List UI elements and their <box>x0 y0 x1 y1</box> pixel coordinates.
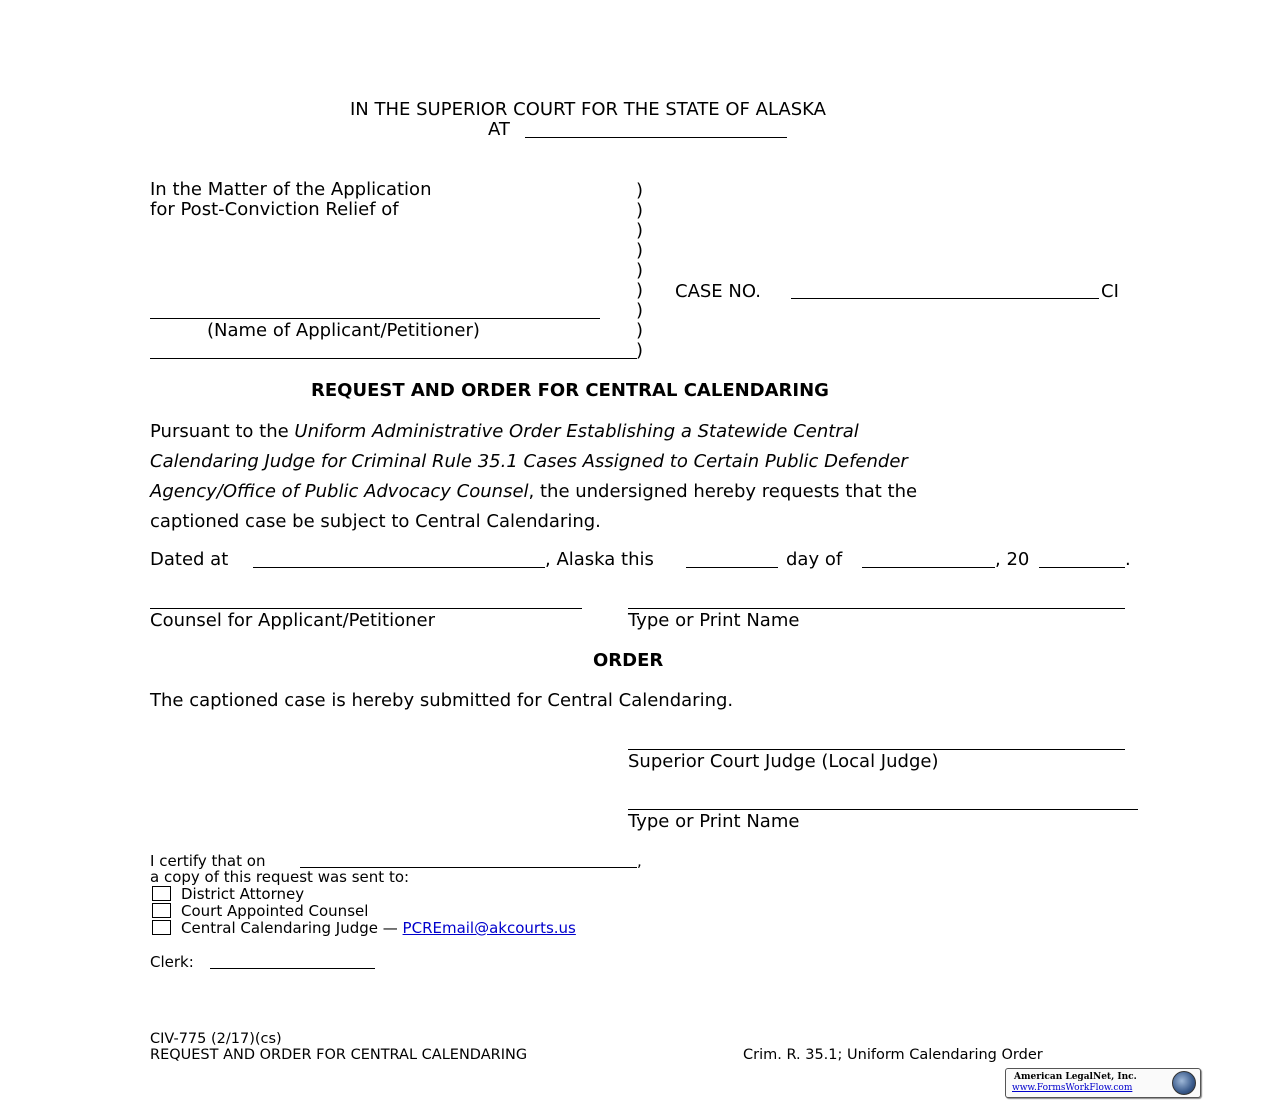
day-of-label: day of <box>786 549 843 570</box>
certify-comma: , <box>637 852 642 870</box>
form-title: REQUEST AND ORDER FOR CENTRAL CALENDARING <box>311 380 829 401</box>
counsel-print-name-label: Type or Print Name <box>628 610 800 631</box>
day-line[interactable] <box>686 567 778 568</box>
order-text: The captioned case is hereby submitted for Central Calendaring. <box>150 690 734 711</box>
court-heading: IN THE SUPERIOR COURT FOR THE STATE OF ALASKA <box>350 99 826 120</box>
matter-line-2: for Post-Conviction Relief of <box>150 199 399 220</box>
email-link[interactable]: PCREmail@akcourts.us <box>402 919 576 937</box>
american-legalnet-logo[interactable] <box>1005 1068 1201 1098</box>
caption-paren: ) <box>636 240 644 261</box>
request-line-4: captioned case be subject to Central Calendaring. <box>150 511 601 532</box>
caption-paren: ) <box>636 260 644 281</box>
request-line-1: Pursuant to the Uniform Administrative Order Establishing a Statewide Central <box>150 421 859 442</box>
dated-place-line[interactable] <box>253 567 545 568</box>
recipient-central-calendaring-judge: Central Calendaring Judge — PCREmail@akcourts.us <box>152 920 576 937</box>
month-line[interactable] <box>862 567 995 568</box>
order-title-part-1: Uniform Administrative Order Establishing a Statewide Central <box>294 421 859 442</box>
dated-at-label: Dated at <box>150 549 229 570</box>
caption-paren: ) <box>636 280 644 301</box>
rule-reference: Crim. R. 35.1; Uniform Calendaring Order <box>743 1047 1043 1063</box>
district-attorney-checkbox[interactable] <box>152 886 171 901</box>
case-no-label: CASE NO. <box>675 281 762 302</box>
form-number: CIV-775 (2/17)(cs) <box>150 1031 282 1047</box>
dated-period: . <box>1125 549 1131 570</box>
at-label: AT <box>488 119 510 140</box>
caption-paren: ) <box>636 340 644 361</box>
recipient-district-attorney: District Attorney <box>152 886 304 903</box>
alaska-this-label: , Alaska this <box>545 549 654 570</box>
logo-company: American LegalNet, Inc. <box>1014 1072 1137 1082</box>
caption-paren: ) <box>636 180 644 201</box>
caption-paren: ) <box>636 320 644 341</box>
logo-url[interactable]: www.FormsWorkFlow.com <box>1012 1083 1133 1093</box>
footer-form-title: REQUEST AND ORDER FOR CENTRAL CALENDARING <box>150 1047 528 1063</box>
order-heading: ORDER <box>593 650 664 671</box>
caption-paren: ) <box>636 220 644 241</box>
judge-signature-line[interactable] <box>628 749 1125 750</box>
clerk-signature-line[interactable] <box>210 968 375 969</box>
case-no-suffix: CI <box>1101 281 1119 302</box>
central-calendaring-judge-checkbox[interactable] <box>152 920 171 935</box>
judge-label: Superior Court Judge (Local Judge) <box>628 751 939 772</box>
matter-line-1: In the Matter of the Application <box>150 179 432 200</box>
judge-print-name-label: Type or Print Name <box>628 811 800 832</box>
caption-paren: ) <box>636 300 644 321</box>
case-no-line[interactable] <box>791 298 1099 299</box>
caption-bottom-line <box>150 358 637 359</box>
court-location-line[interactable] <box>525 137 787 138</box>
globe-icon <box>1172 1071 1196 1095</box>
counsel-signature-line[interactable] <box>150 608 582 609</box>
applicant-name-label: (Name of Applicant/Petitioner) <box>207 320 480 341</box>
court-appointed-counsel-checkbox[interactable] <box>152 903 171 918</box>
recipient-court-appointed-counsel: Court Appointed Counsel <box>152 903 368 920</box>
order-title-part-2: Calendaring Judge for Criminal Rule 35.1 Cases Assigned to Certain Public Defender <box>150 451 908 472</box>
counsel-print-name-line[interactable] <box>628 608 1125 609</box>
year-prefix: , 20 <box>995 549 1030 570</box>
year-line[interactable] <box>1039 567 1125 568</box>
certify-label: I certify that on <box>150 852 266 870</box>
caption-paren: ) <box>636 200 644 221</box>
request-line-3: Agency/Office of Public Advocacy Counsel, the undersigned hereby requests that the <box>150 481 918 502</box>
copy-sent-label: a copy of this request was sent to: <box>150 868 410 886</box>
applicant-name-line[interactable] <box>150 318 600 319</box>
order-title-part-3: Agency/Office of Public Advocacy Counsel <box>150 481 529 502</box>
judge-print-name-line[interactable] <box>628 809 1138 810</box>
clerk-label: Clerk: <box>150 953 194 971</box>
request-paragraph <box>150 417 1130 537</box>
counsel-label: Counsel for Applicant/Petitioner <box>150 610 435 631</box>
